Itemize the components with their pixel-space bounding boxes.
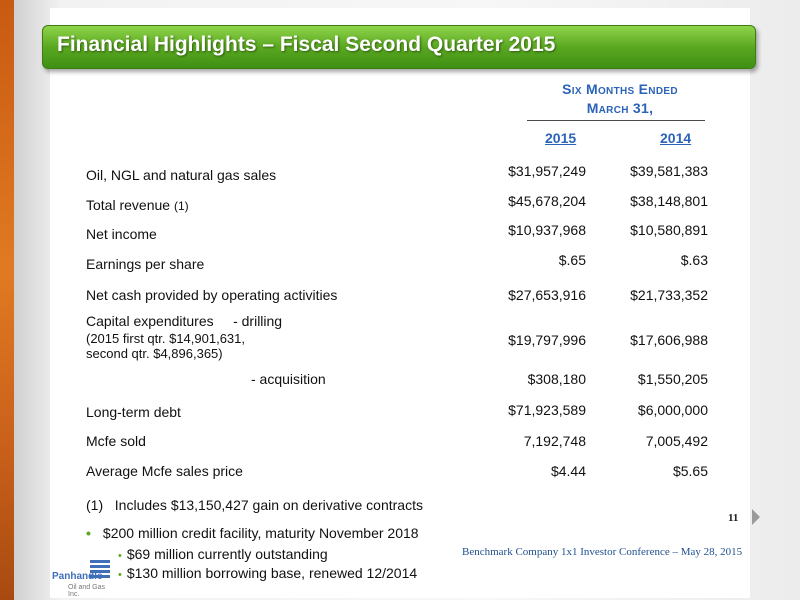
- row-label-net-income: Net income: [86, 226, 157, 242]
- row-value-2014: $21,733,352: [630, 287, 708, 303]
- row-value-2014: $39,581,383: [630, 163, 708, 179]
- subbullet-text: $130 million borrowing base, renewed 12/2014: [126, 565, 418, 581]
- row-label-capex-acquisition: - acquisition: [251, 371, 326, 387]
- row-value-2015: $308,180: [527, 371, 586, 387]
- row-label-long-term-debt: Long-term debt: [86, 404, 181, 420]
- page-number: 11: [728, 512, 739, 524]
- logo-wordmark: Panhandle: [52, 571, 103, 582]
- period-header: [530, 80, 710, 118]
- row-label-eps: Earnings per share: [86, 256, 205, 272]
- row-label-total-revenue: [86, 197, 189, 213]
- period-header-line1: Six Months Ended: [562, 81, 678, 97]
- row-value-2015: $31,957,249: [508, 163, 586, 179]
- subbullet-borrowing-base: [118, 565, 417, 581]
- row-value-2014: $17,606,988: [630, 332, 708, 348]
- period-header-line2: March 31,: [586, 100, 654, 116]
- row-value-2014: $10,580,891: [630, 222, 708, 238]
- subbullet-dot-icon: •: [118, 550, 122, 562]
- total-revenue-text: Total revenue: [86, 197, 171, 213]
- row-value-2015: $27,653,916: [508, 287, 586, 303]
- year-header-2015: 2015: [545, 130, 577, 146]
- bullet-text: $200 million credit facility, maturity November 2018: [102, 525, 419, 541]
- row-label-net-cash: Net cash provided by operating activities: [86, 287, 338, 303]
- title-bar: [42, 25, 756, 69]
- period-header-rule: [527, 120, 705, 121]
- footnote: (1) Includes $13,150,427 gain on derivative contracts: [86, 497, 423, 513]
- row-label-avg-mcfe-price: Average Mcfe sales price: [86, 463, 243, 479]
- row-value-2014: $.63: [680, 252, 708, 268]
- row-value-2015: $.65: [558, 252, 586, 268]
- footer-conference: Benchmark Company 1x1 Investor Conference – May 28, 2015: [462, 546, 743, 558]
- logo-subtext: Oil and Gas Inc.: [68, 584, 105, 598]
- subbullet-dot-icon: •: [118, 569, 122, 581]
- row-value-2015: $45,678,204: [508, 193, 586, 209]
- capex-detail-line2: second qtr. $4,896,365): [86, 346, 223, 361]
- bullet-credit-facility: [86, 525, 419, 541]
- row-value-2014: $5.65: [672, 463, 708, 479]
- row-value-2015: $19,797,996: [508, 332, 586, 348]
- row-value-2015: $10,937,968: [508, 222, 586, 238]
- row-value-2014: 7,005,492: [645, 433, 708, 449]
- next-slide-arrow-icon[interactable]: [752, 509, 760, 525]
- company-logo: [52, 560, 114, 596]
- slide-title: Financial Highlights – Fiscal Second Quarter 2015: [57, 33, 556, 56]
- subbullet-text: $69 million currently outstanding: [126, 546, 328, 562]
- year-header-2014: 2014: [660, 130, 692, 146]
- capex-drilling-label: Capital expenditures - drilling: [86, 313, 283, 329]
- row-value-2014: $1,550,205: [637, 371, 708, 387]
- row-label-mcfe-sold: Mcfe sold: [86, 433, 146, 449]
- footnote-marker: (1): [173, 199, 189, 213]
- row-value-2015: 7,192,748: [523, 433, 586, 449]
- left-accent-stripe: [0, 0, 14, 600]
- subbullet-outstanding: [118, 546, 328, 562]
- row-label-sales: Oil, NGL and natural gas sales: [86, 167, 277, 183]
- row-value-2014: $6,000,000: [637, 402, 708, 418]
- capex-detail-line1: (2015 first qtr. $14,901,631,: [86, 331, 245, 346]
- row-value-2015: $71,923,589: [508, 402, 586, 418]
- row-value-2014: $38,148,801: [630, 193, 708, 209]
- row-label-capex-drilling: [86, 313, 282, 361]
- row-value-2015: $4.44: [550, 463, 586, 479]
- bullet-dot-icon: •: [86, 525, 91, 541]
